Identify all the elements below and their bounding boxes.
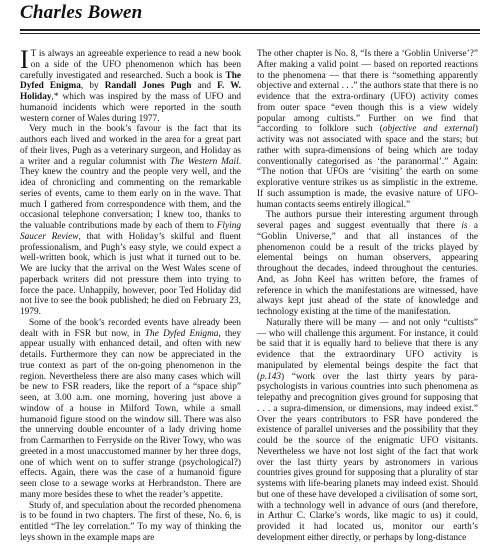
publication-title: The Western Mail	[169, 156, 239, 167]
drop-cap: I	[20, 45, 29, 74]
paragraph-text: , by	[80, 81, 105, 92]
publication-title: Flying Saucer Review	[20, 221, 241, 242]
paragraph-text: , that with Holiday’s skilful and fluent professionalism, and Pugh’s easy style, we could expect a well-written book, which is just what it turned out to be. We are lucky that the arrival on the West Wales scene of paperback writers did not pressure them into trying to force the pace. Unhappily, however, poor Ted Holiday did not live to see the book published; he died on February 23, 1979.	[20, 231, 241, 317]
paragraph-text: and	[191, 81, 218, 92]
paragraph-text: T is always an agreeable experience to read a new book on a side of the UFO phenomenon which has been carefully investigated and researched. Such a book is	[20, 49, 241, 81]
paragraph-text: ) “work over the last thirty years by para-psychologists in various countries into such phenomena as telepathy and precognition gives ground for supposing that . . . a supra-dimension, or dimensions, may indeed exist.” Over the years contributors to FSR have pondered the existence of parallel universes and the possibility that they could be the source of the enigmatic UFO visitants. Nevertheless we have not lost sight of the fact that work over the last thirty years by astronomers in various countries gives ground for supposing that a plurality of star systems with life-bearing planets may indeed exist. Should but one of these have developed a civilisation of some sort, with a technology well in advance of ours (and therefore, in Arthur C. Clarke’s words, like magic to us) it could, provided it had located us, monitor our earth’s development either directly, or perhaps by long-distance	[257, 371, 478, 543]
paragraph-events	[20, 318, 241, 501]
paragraph-text: ,* which was inspired by the mass of UFO and humanoid incidents which were reported in the south western corner of Wales during 1977.	[20, 92, 241, 124]
right-column	[257, 49, 478, 543]
paragraph-argument	[257, 210, 478, 318]
book-title: The Dyfed Enigma	[144, 328, 219, 339]
paragraph-text: Naturally there will be many — and not only “cultists” — who will challenge this argument. For instance, it could be said that it is equally hard to believe that there is any evidence that the extraordinary UFO activity is manipulated by elemental beings despite the fact that (	[257, 317, 478, 382]
paragraph-study	[20, 501, 241, 544]
paragraph-challenge	[257, 318, 478, 544]
paragraph-text: . They knew the country and the people very well, and the idea of chronicling and commenting on the remarkable series of events, came to them early on in the wave. That much I gathered from correspondence with them, and the occasional telephone conversation; I knew too, thanks to the valuable contributions made by each of them to	[20, 156, 242, 231]
paragraph-goblin	[257, 49, 478, 210]
author-name: F. W. Holiday	[20, 81, 242, 102]
emphasis: is	[461, 221, 468, 231]
paragraph-text: Some of the book’s recorded events have already been dealt with in FSR but now, in	[20, 317, 241, 339]
author-heading: Charles Bowen	[20, 2, 143, 23]
book-title: The Dyfed Enigma	[20, 70, 241, 92]
paragraph-text: The other chapter is No. 8, “Is there a ‘Goblin Universe’?” After making a valid point — based on reported reactions to the phenomena — that there is “something apparently objective and external . . .” the authors state that there is no evidence that the extra-ordinary (UFO) activity comes from outer space “even though this is a view widely popular among cultists.” Further on we find that “according to folklore such (	[257, 49, 478, 135]
paragraph-text: a “Goblin Universe,” and that all instances of the phenomenon could be a result of the tricks played by elemental beings on human observers, appearing throughout the decades, indeed throughout the centuries. And, as John Keel has written before, the frames of reference in which the manifestations are witnessed, have always kept just ahead of the state of knowledge and technology existing at the time of the manifestation.	[257, 221, 478, 317]
paragraph-text: ) activity was not associated with space and the stars; but rather with supra-dimensions of being which are today conventionally categorised as ‘the paranormal’.” Again: “The notion that UFOs are ‘visiting’ the earth on some explorative venture strikes us as simplistic in the extreme. If such assumption is made, the evasive nature of UFO-human contacts seems entirely illogical.”	[257, 124, 478, 210]
heading-rule-thick	[20, 29, 480, 31]
author-name: Randall Jones Pugh	[104, 81, 192, 92]
left-column	[20, 45, 242, 543]
page-reference: p.143	[260, 371, 282, 382]
emphasis: objective and external	[382, 124, 475, 135]
paragraph-text: The authors pursue their interesting argument through several pages and suggest eventually that there	[257, 210, 478, 231]
paragraph-text: Study of, and speculation about the recorded phenomena is to be found in two chapters. The first of these, No. 6, is entitled “The ley correlation.” To my way of thinking the leys shown in the example maps are	[20, 500, 241, 543]
paragraph-text: Very much in the book’s favour is the fact that its authors each lived and worked in the area for a great part of their lives, Pugh as a veterinary surgeon, and Holiday as a writer and a regular columnist with	[20, 124, 241, 167]
heading-rule-thin	[20, 33, 480, 34]
paragraph-authors	[20, 124, 241, 318]
paragraph-text: , they appear usually with enhanced detail, and often with new details. Furthermore they can now be appreciated in the true context as part of the on-going phenomenon in the region. Nevertheless there are also many cases which will be new to FSR readers, like the report of a “space ship” seen, at 3.00 a.m. one morning, hovering just above a window of a house in Milford Town, while a small humanoid figure stood on the window sill. There was also the unnerving double encounter of a lady driving home from Carmarthen to Ferryside on the River Towy, who was greeted in a most unaccustomed manner by her three dogs, one of which went on to suffer strange (psychological?) effects. Again, there was the case of a humanoid figure seen close to a sewage works at Herbrandston. There are many more besides these to whet the reader’s appetite.	[20, 328, 242, 500]
paragraph-intro	[20, 45, 242, 124]
